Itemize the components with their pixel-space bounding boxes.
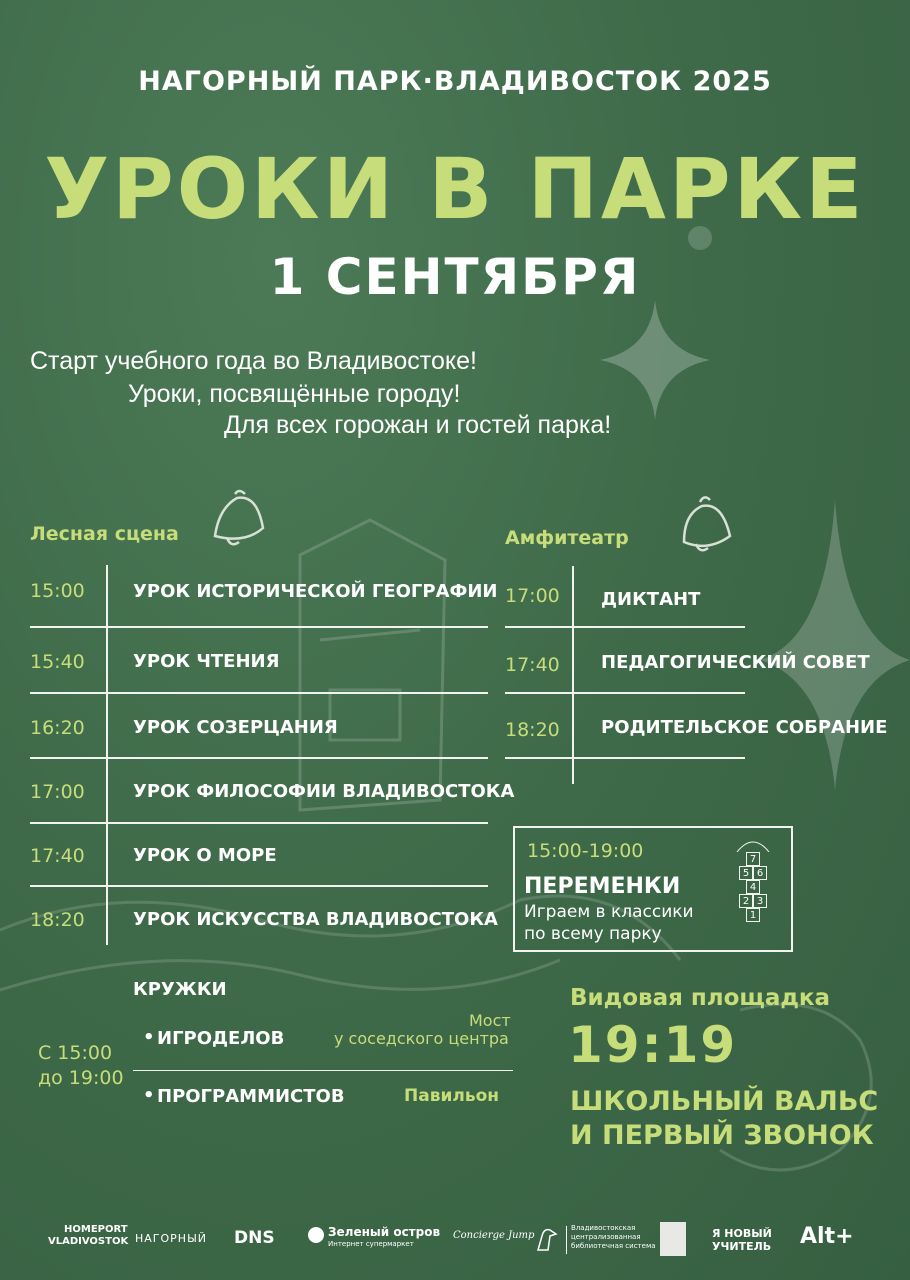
amph-event-3: РОДИТЕЛЬСКОЕ СОБРАНИЕ xyxy=(601,717,888,738)
club-name-2: ПРОГРАММИСТОВ xyxy=(157,1086,345,1107)
club-place-1b: у соседского центра xyxy=(334,1029,509,1048)
hopscotch-cell: 4 xyxy=(746,880,760,894)
green-island-subtitle: Интернет супермаркет xyxy=(328,1240,414,1248)
forest-lesson-3: УРОК СОЗЕРЦАНИЯ xyxy=(133,717,338,738)
chalk-house-decoration xyxy=(300,520,445,810)
forest-stage-label: Лесная сцена xyxy=(30,523,179,545)
sponsor-strip xyxy=(40,1222,880,1258)
clubs-title: КРУЖКИ xyxy=(133,979,227,1000)
hopscotch-cell: 2 xyxy=(739,894,753,908)
forest-lesson-5: УРОК О МОРЕ xyxy=(133,845,277,866)
club-place-2: Павильон xyxy=(404,1086,499,1106)
hopscotch-cell: 1 xyxy=(746,908,760,922)
alt-logo: Alt+ xyxy=(800,1224,854,1249)
forest-lesson-2: УРОК ЧТЕНИЯ xyxy=(133,651,280,672)
bell-icon xyxy=(205,488,273,550)
green-island-logo: Зеленый остров xyxy=(328,1225,441,1239)
bell-icon xyxy=(676,492,738,556)
nagorny-logo: НАГОРНЫЙ xyxy=(135,1232,208,1245)
amph-time-3: 18:20 xyxy=(505,719,560,741)
viewpoint-label: Видовая площадка xyxy=(570,985,831,1011)
forest-time-1: 15:00 xyxy=(30,580,85,602)
forest-time-4: 17:00 xyxy=(30,781,85,803)
amphitheater-label: Амфитеатр xyxy=(505,527,629,549)
forest-schedule-divider xyxy=(106,565,108,945)
clubs-time-from: С 15:00 xyxy=(38,1042,113,1064)
recess-line-2: по всему парку xyxy=(524,924,662,944)
library-logo-line1: Владивостокская xyxy=(571,1224,636,1232)
forest-time-3: 16:20 xyxy=(30,717,85,739)
amphitheater-schedule-divider xyxy=(572,566,574,784)
club-bullet: • xyxy=(143,1085,155,1106)
club-place-1a: Мост xyxy=(469,1011,511,1030)
signature-logo: Concierge Jump xyxy=(453,1230,535,1241)
hopscotch-cell: 3 xyxy=(753,894,767,908)
hopscotch-arc xyxy=(733,836,773,852)
hopscotch-cell: 6 xyxy=(753,866,767,880)
schedule-rule xyxy=(505,757,745,759)
forest-lesson-4: УРОК ФИЛОСОФИИ ВЛАДИВОСТОКА xyxy=(133,781,515,802)
dns-logo: DNS xyxy=(234,1228,275,1248)
amph-event-2: ПЕДАГОГИЧЕСКИЙ СОВЕТ xyxy=(601,652,870,673)
hopscotch-cell: 7 xyxy=(746,852,760,866)
homeport-logo-line2: VLADIVOSTOK xyxy=(48,1236,129,1247)
intro-line-1: Старт учебного года во Владивостоке! xyxy=(30,347,477,375)
clubs-rule xyxy=(133,1070,513,1071)
green-island-icon xyxy=(308,1227,324,1243)
viewpoint-line-1: ШКОЛЬНЫЙ ВАЛЬС xyxy=(570,1086,879,1117)
schedule-rule xyxy=(30,885,488,887)
viewpoint-line-2: И ПЕРВЫЙ ЗВОНОК xyxy=(570,1120,874,1151)
intro-line-2: Уроки, посвящённые городу! xyxy=(128,380,461,408)
library-bird-icon xyxy=(534,1224,560,1254)
poster-title: УРОКИ В ПАРКЕ xyxy=(44,140,866,238)
schedule-rule xyxy=(30,822,488,824)
museum-emblem-icon xyxy=(660,1222,686,1256)
forest-lesson-1: УРОК ИСТОРИЧЕСКОЙ ГЕОГРАФИИ xyxy=(133,581,498,602)
club-name-1: ИГРОДЕЛОВ xyxy=(157,1028,285,1049)
forest-time-6: 18:20 xyxy=(30,909,85,931)
sparkle-large-decoration xyxy=(760,500,910,790)
library-logo-line3: библиотечная система xyxy=(571,1242,656,1250)
schedule-rule xyxy=(505,692,745,694)
hopscotch-cell: 5 xyxy=(739,866,753,880)
new-teacher-logo-line1: Я НОВЫЙ xyxy=(712,1227,772,1240)
clubs-time-to: до 19:00 xyxy=(38,1067,124,1089)
intro-line-3: Для всех горожан и гостей парка! xyxy=(224,411,612,439)
forest-lesson-6: УРОК ИСКУССТВА ВЛАДИВОСТОКА xyxy=(133,909,498,930)
schedule-rule xyxy=(30,757,488,759)
schedule-rule xyxy=(505,626,745,628)
schedule-rule xyxy=(30,626,488,628)
event-header: НАГОРНЫЙ ПАРК·ВЛАДИВОСТОК 2025 xyxy=(138,66,772,97)
new-teacher-logo-line2: УЧИТЕЛЬ xyxy=(712,1240,772,1253)
library-divider xyxy=(566,1226,567,1254)
club-bullet: • xyxy=(143,1027,155,1048)
amph-time-2: 17:40 xyxy=(505,654,560,676)
homeport-logo-line1: HOMEPORT xyxy=(64,1224,128,1235)
amph-event-1: ДИКТАНТ xyxy=(601,589,701,610)
sparkle-small-decoration xyxy=(600,300,710,420)
event-date: 1 СЕНТЯБРЯ xyxy=(269,248,641,306)
recess-time: 15:00-19:00 xyxy=(527,840,644,862)
forest-time-2: 15:40 xyxy=(30,651,85,673)
hopscotch-icon xyxy=(733,836,773,936)
recess-line-1: Играем в классики xyxy=(524,902,694,922)
forest-time-5: 17:40 xyxy=(30,845,85,867)
recess-title: ПЕРЕМЕНКИ xyxy=(524,874,681,899)
viewpoint-time: 19:19 xyxy=(568,1016,738,1074)
schedule-rule xyxy=(30,692,488,694)
library-logo-line2: централизованная xyxy=(571,1233,641,1241)
amph-time-1: 17:00 xyxy=(505,585,560,607)
